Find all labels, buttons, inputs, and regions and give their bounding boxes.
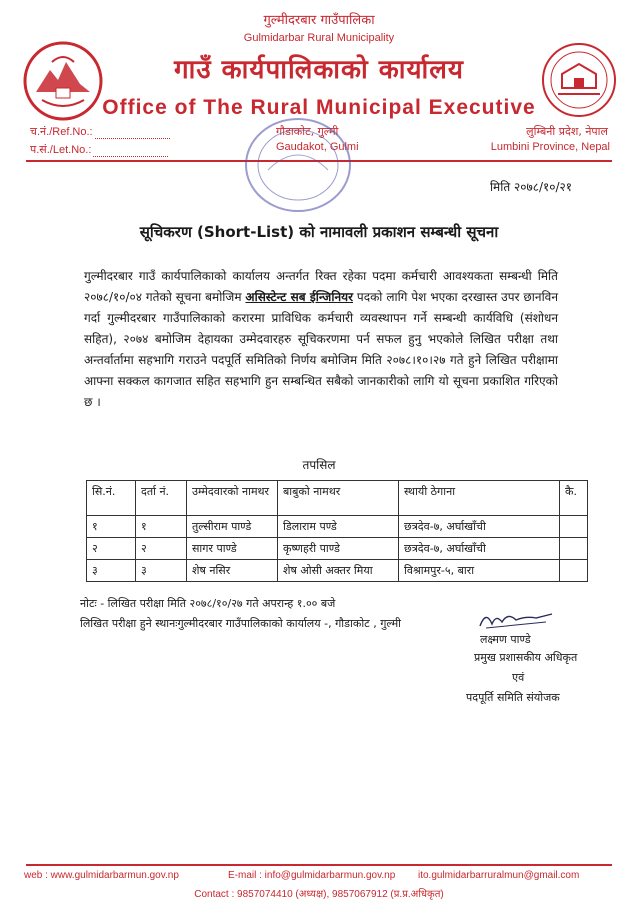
cell-father-name: डिलाराम पण्डे xyxy=(278,516,399,538)
province-np: लुम्बिनी प्रदेश, नेपाल xyxy=(526,125,608,138)
office-stamp-icon xyxy=(238,110,358,220)
municipality-name-en: Gulmidarbar Rural Municipality xyxy=(243,32,395,44)
notice-title: सूचिकरण (Short-List) को नामावली प्रकाशन सम्बन्धी सूचना xyxy=(139,223,499,241)
footer-website[interactable]: web : www.gulmidarbarmun.gov.np xyxy=(24,870,179,881)
cell-address: छत्रदेव-७, अर्घाखाँची xyxy=(399,516,560,538)
table-row xyxy=(87,538,588,560)
cell-sn: १ xyxy=(87,516,136,538)
signatory-role: प्रमुख प्रशासकीय अधिकृत xyxy=(474,651,578,664)
cell-address: छत्रदेव-७, अर्घाखाँची xyxy=(399,538,560,560)
cell-father-name: कृष्णहरी पाण्डे xyxy=(278,538,399,560)
col-father-name: बाबुको नामथर xyxy=(278,481,399,516)
office-name-np: गाउँ कार्यपालिकाको कार्यालय xyxy=(174,55,464,85)
cell-candidate-name: तुल्सीराम पाण्डे xyxy=(187,516,278,538)
notice-body-part1: गुल्मीदरबार गाउँ कार्यपालिकाको कार्यालय अन्तर्गत रिक्त रहेका पदमा कर्मचारी आवश्यकता सम्बन्धी मिति २०७८/१०/०४ गतेको सूचना बमोजिम xyxy=(84,269,558,304)
handwritten-signature xyxy=(476,606,556,632)
notice-body-part2: पदको लागि पेश भएका दरखास्त उपर छानविन गर्दा गुल्मीदरबार गाउँपालिकाको करारमा प्राविधिक कर्मचारी व्यवस्थापन गर्ने सम्बन्धी कार्यविधि (संशोधन सहित), २०७४ बमोजिम देहायका उम्मेदवारहरु सूचिकरणमा पर्न सफल हुनु भएकोले लिखित परीक्षा तथा अन्तर्वार्तामा सहभागि गराउने पदपूर्ति समितिको निर्णय बमोजिम मिति २०७८।१०।२७ गते हुने लिखित परीक्षामा आफ्ना सक्कल कागजात सहित सहभागि हुन सम्बन्धित सबैको जानकारीको लागि यो सूचना प्रकाशित गरिएको छ । xyxy=(84,290,559,409)
municipality-name-np: गुल्मीदरबार गाउँपालिका xyxy=(263,13,375,28)
cell-sn: २ xyxy=(87,538,136,560)
footer-divider xyxy=(26,864,612,866)
cell-remarks xyxy=(560,560,588,582)
col-address: स्थायी ठेगाना xyxy=(399,481,560,516)
cell-remarks xyxy=(560,538,588,560)
exam-venue-note: लिखित परीक्षा हुने स्थानःगुल्मीदरबार गाउँपालिकाको कार्यालय -, गौडाकोट , गुल्मी xyxy=(80,617,401,630)
exam-date-note: नोटः - लिखित परीक्षा मिति २०७८/१०/२७ गते अपरान्ह १.०० बजे xyxy=(80,597,336,610)
letter-no-label: प.सं./Let.No.: xyxy=(30,144,92,156)
col-sn: सि.नं. xyxy=(87,481,136,516)
col-candidate-name: उम्मेदवारको नामथर xyxy=(187,481,278,516)
table-row xyxy=(87,516,588,538)
cell-remarks xyxy=(560,516,588,538)
ref-no-field xyxy=(30,124,170,139)
post-name: असिस्टेन्ट सब ईन्जिनियर xyxy=(245,290,353,304)
letter-no-field xyxy=(30,142,168,157)
cell-reg-no: १ xyxy=(136,516,187,538)
signatory-name: लक्ष्मण पाण्डे xyxy=(480,633,531,646)
signatory-conjunction: एवं xyxy=(512,671,525,684)
ref-no-label: च.नं./Ref.No.: xyxy=(30,126,93,138)
cell-father-name: शेष ओसी अक्तर मिया xyxy=(278,560,399,582)
cell-sn: ३ xyxy=(87,560,136,582)
candidate-table xyxy=(86,480,588,582)
table-row xyxy=(87,560,588,582)
signatory-committee-role: पदपूर्ति समिति संयोजक xyxy=(466,691,560,704)
cell-reg-no: ३ xyxy=(136,560,187,582)
col-remarks: कै. xyxy=(560,481,588,516)
tapsil-heading: तपसिल xyxy=(302,458,336,472)
footer-email-info[interactable]: E-mail : info@gulmidarbarmun.gov.np xyxy=(228,870,396,881)
notice-body xyxy=(84,266,558,413)
office-name-en: Office of The Rural Municipal Executive xyxy=(102,96,536,119)
footer-contact: Contact : 9857074410 (अध्यक्ष), 9857067912 (प्र.प्र.अधिकृत) xyxy=(194,889,444,900)
col-reg-no: दर्ता नं. xyxy=(136,481,187,516)
cell-candidate-name: शेष नसिर xyxy=(187,560,278,582)
footer-email-it[interactable]: ito.gulmidarbarruralmun@gmail.com xyxy=(418,870,580,881)
notice-date: मिति २०७८/१०/२१ xyxy=(489,180,572,194)
address-np: गौडाकोट, गुल्मी xyxy=(276,125,339,138)
cell-candidate-name: सागर पाण्डे xyxy=(187,538,278,560)
province-en: Lumbini Province, Nepal xyxy=(490,141,610,153)
cell-reg-no: २ xyxy=(136,538,187,560)
cell-address: विश्रामपुर-५, बारा xyxy=(399,560,560,582)
address-en: Gaudakot, Gulmi xyxy=(276,141,359,153)
table-header-row xyxy=(87,481,588,516)
